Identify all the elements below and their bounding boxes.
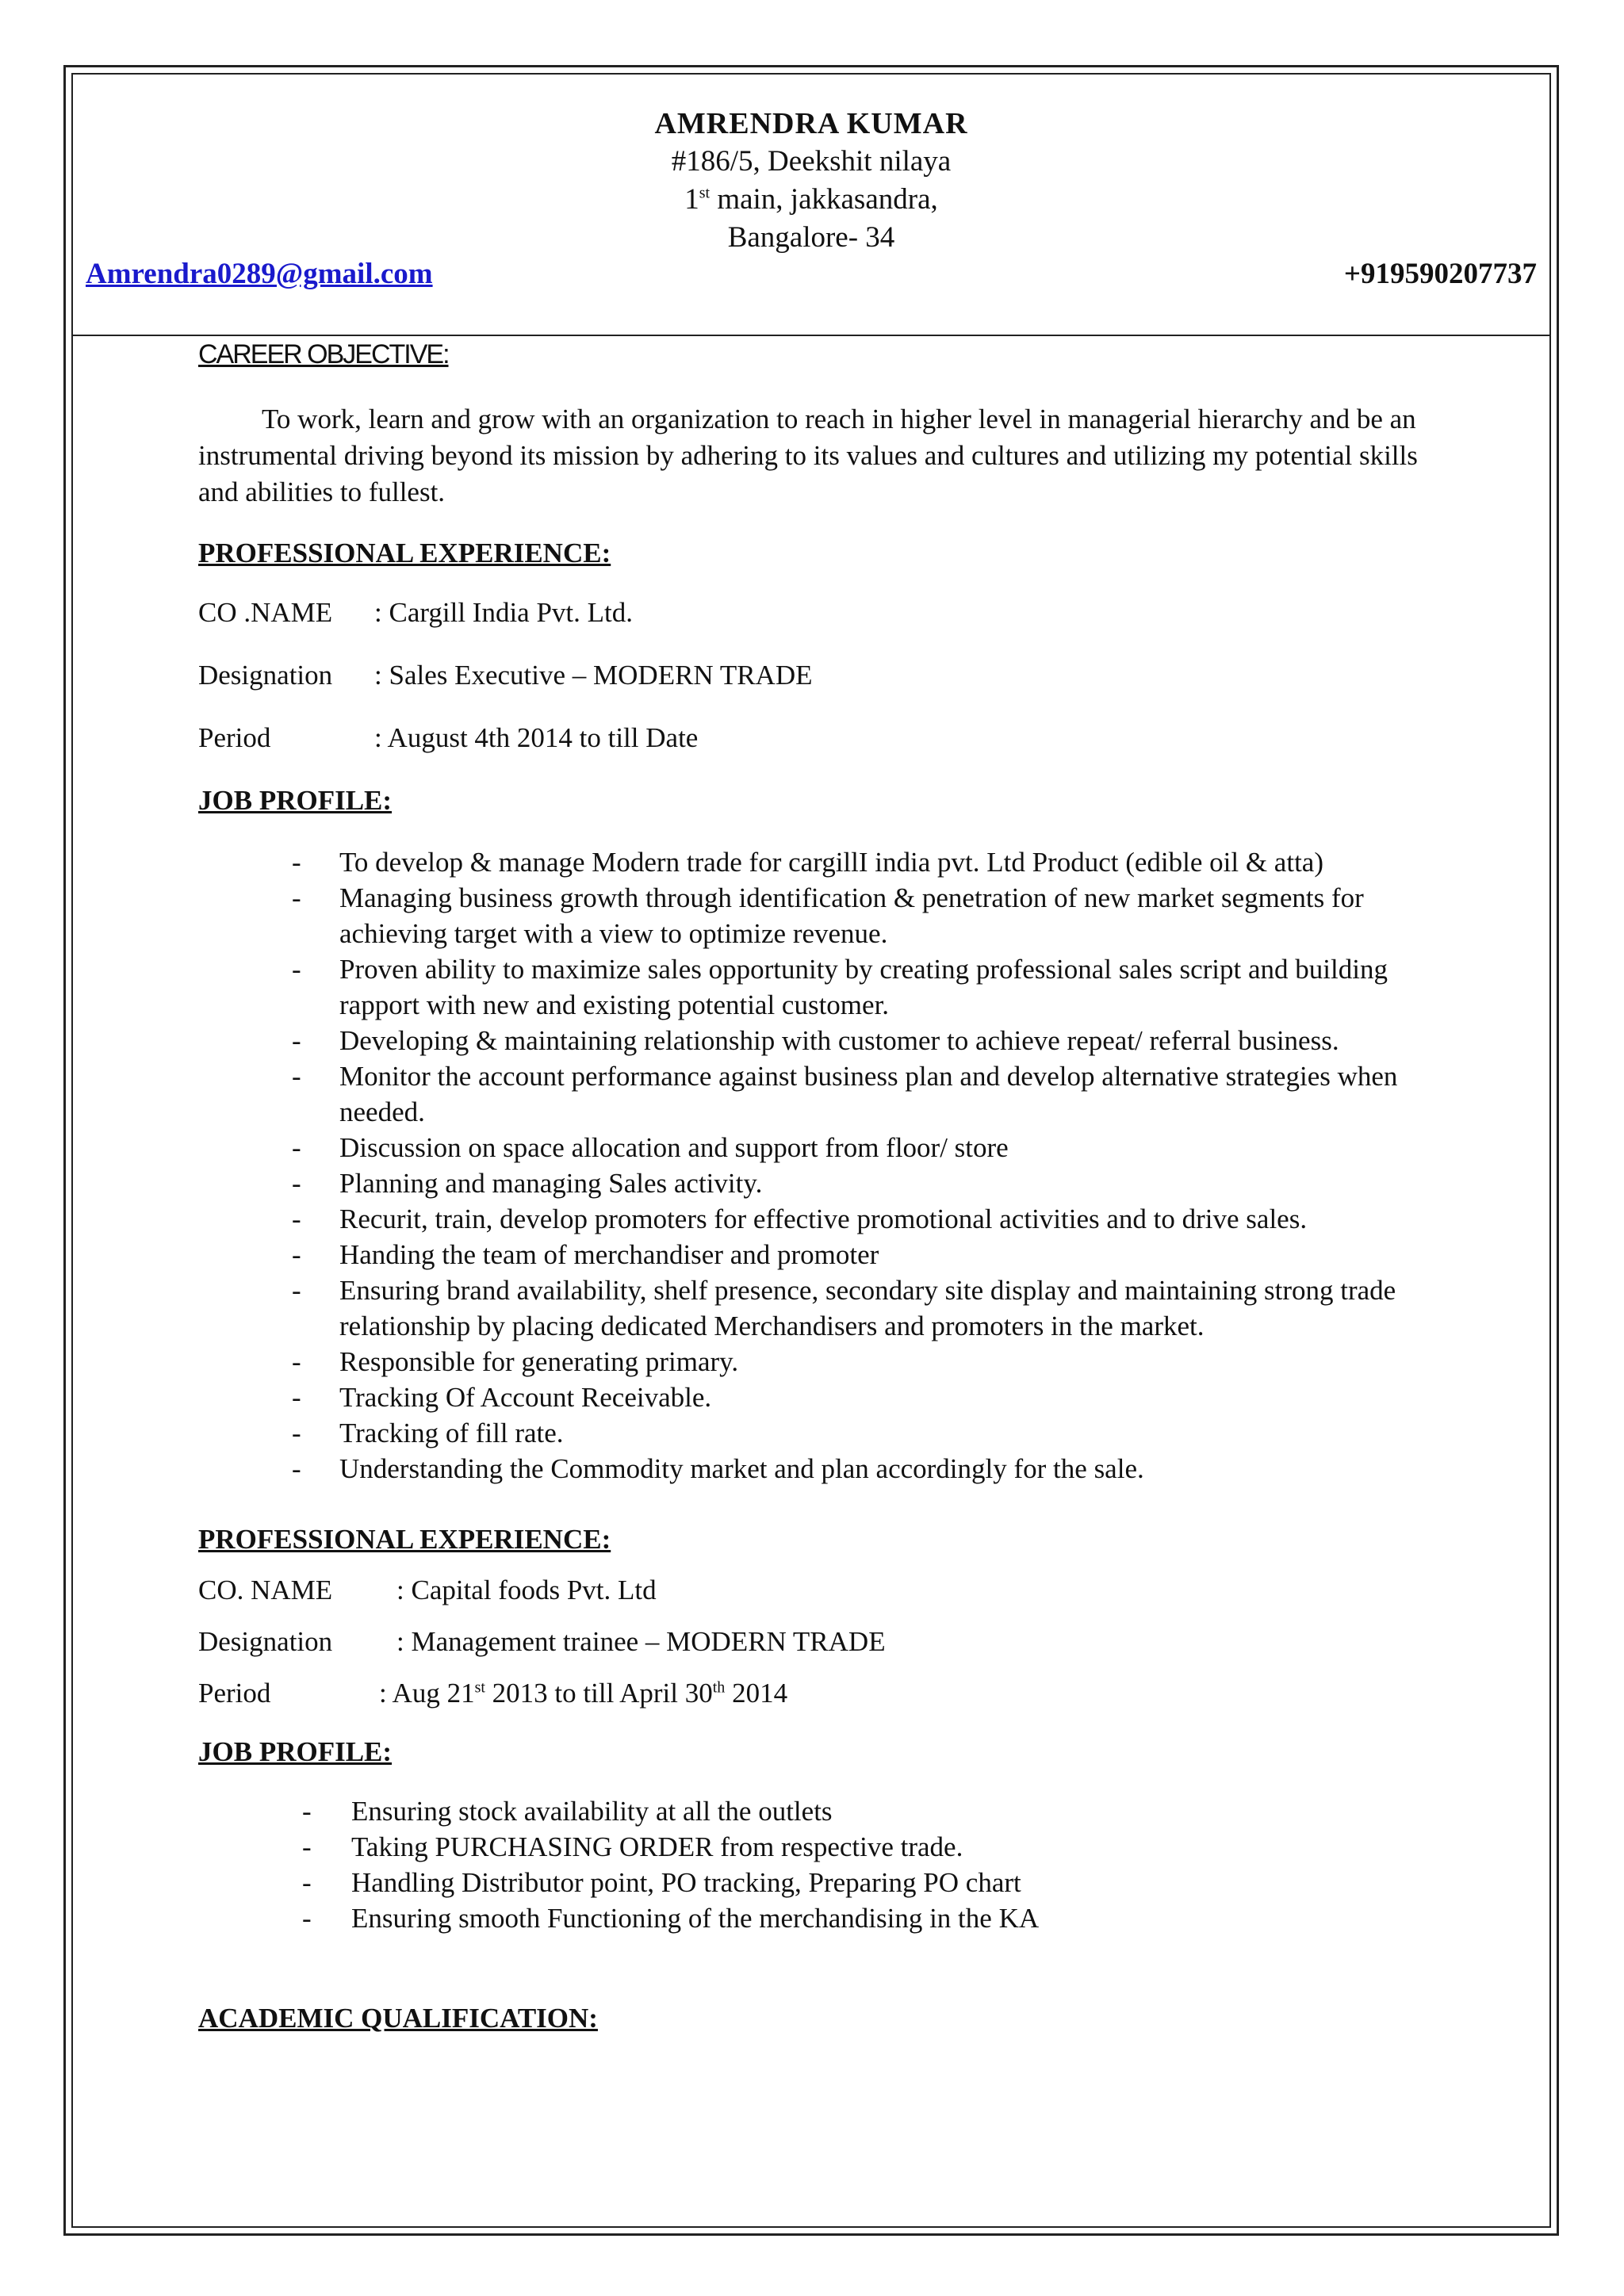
list-item-text: Ensuring brand availability, shelf presence, secondary site display and maintaining strong trade relationship by placing dedicated Merchandisers and promoters in the market. xyxy=(339,1275,1396,1341)
list-item xyxy=(292,1415,1442,1451)
company-value: : Capital foods Pvt. Ltd xyxy=(396,1575,657,1605)
list-item xyxy=(292,1237,1442,1272)
career-objective-text: To work, learn and grow with an organization to reach in higher level in managerial hierarchy and be an instrumental driving beyond its mission by adhering to its values and cultures and utilizing my potential skills and abilities to fullest. xyxy=(198,404,1418,507)
list-item xyxy=(292,844,1442,880)
header-divider xyxy=(71,335,1551,336)
address-line-1: #186/5, Deekshit nilaya xyxy=(671,145,952,178)
list-item xyxy=(292,1451,1442,1487)
list-item xyxy=(302,1829,1382,1865)
list-item-text: Recurit, train, develop promoters for effective promotional activities and to drive sales. xyxy=(339,1203,1308,1234)
academic-heading: ACADEMIC QUALIFICATION: xyxy=(198,2003,598,2034)
list-item xyxy=(292,1272,1442,1344)
list-item xyxy=(302,1900,1382,1936)
list-item-text: Understanding the Commodity market and plan accordingly for the sale. xyxy=(339,1453,1144,1484)
resume-header xyxy=(71,105,1551,257)
list-item-text: Tracking of fill rate. xyxy=(339,1418,564,1448)
email-link[interactable]: Amrendra0289@gmail.com xyxy=(86,258,433,290)
bullet-dash: - xyxy=(292,1025,301,1056)
bullet-dash: - xyxy=(292,1382,301,1413)
list-item-text: Discussion on space allocation and support from floor/ store xyxy=(339,1132,1009,1163)
phone-number: +919590207737 xyxy=(1343,258,1537,290)
company-label: CO. NAME xyxy=(198,1575,333,1605)
job-profile-list-2 xyxy=(302,1793,1382,1936)
job-profile-list-1 xyxy=(292,844,1442,1487)
designation-row-1 xyxy=(198,660,813,691)
list-item xyxy=(302,1865,1382,1900)
career-objective-heading: CAREER OBJECTIVE: xyxy=(198,339,449,369)
designation-value: : Sales Executive – MODERN TRADE xyxy=(374,660,813,691)
bullet-dash: - xyxy=(292,1346,301,1377)
bullet-dash: - xyxy=(302,1831,312,1862)
designation-label: Designation xyxy=(198,660,333,691)
bullet-dash: - xyxy=(292,1275,301,1306)
period-label: Period xyxy=(198,1678,271,1709)
list-item xyxy=(292,880,1442,951)
address-line-2: 1st main, jakkasandra, xyxy=(684,183,938,216)
period-value: : August 4th 2014 to till Date xyxy=(374,722,699,753)
experience-heading-2: PROFESSIONAL EXPERIENCE: xyxy=(198,1524,611,1555)
period-row-1 xyxy=(198,722,699,754)
bullet-dash: - xyxy=(302,1903,312,1934)
company-label: CO .NAME xyxy=(198,597,333,628)
list-item-text: Monitor the account performance against business plan and develop alternative strategies when needed. xyxy=(339,1061,1398,1127)
bullet-dash: - xyxy=(292,847,301,878)
list-item xyxy=(292,1380,1442,1415)
company-row-1 xyxy=(198,597,634,629)
period-value: : Aug 21st 2013 to till April 30th 2014 xyxy=(379,1678,788,1709)
list-item-text: Ensuring stock availability at all the outlets xyxy=(351,1796,833,1827)
list-item-text: Developing & maintaining relationship with customer to achieve repeat/ referral business. xyxy=(339,1025,1339,1056)
designation-label: Designation xyxy=(198,1626,333,1657)
period-label: Period xyxy=(198,722,271,753)
list-item xyxy=(292,951,1442,1023)
list-item-text: Tracking Of Account Receivable. xyxy=(339,1382,712,1413)
list-item xyxy=(302,1793,1382,1829)
list-item-text: Handing the team of merchandiser and promoter xyxy=(339,1239,879,1270)
list-item xyxy=(292,1165,1442,1201)
list-item-text: Planning and managing Sales activity. xyxy=(339,1168,763,1199)
bullet-dash: - xyxy=(292,1168,301,1199)
list-item-text: Handling Distributor point, PO tracking, Preparing PO chart xyxy=(351,1867,1021,1898)
list-item-text: Ensuring smooth Functioning of the merchandising in the KA xyxy=(351,1903,1040,1934)
bullet-dash: - xyxy=(292,882,301,913)
period-row-2 xyxy=(198,1678,788,1709)
list-item xyxy=(292,1058,1442,1130)
job-profile-heading-2: JOB PROFILE: xyxy=(198,1736,393,1767)
list-item-text: Managing business growth through identification & penetration of new market segments for achieving target with a view to optimize revenue. xyxy=(339,882,1364,949)
list-item xyxy=(292,1130,1442,1165)
bullet-dash: - xyxy=(292,1132,301,1163)
list-item-text: To develop & manage Modern trade for cargillI india pvt. Ltd Product (edible oil & atta) xyxy=(339,847,1323,878)
bullet-dash: - xyxy=(292,1203,301,1234)
list-item-text: Responsible for generating primary. xyxy=(339,1346,739,1377)
address-line-3: Bangalore- 34 xyxy=(727,221,895,254)
list-item-text: Taking PURCHASING ORDER from respective trade. xyxy=(351,1831,963,1862)
list-item xyxy=(292,1201,1442,1237)
candidate-name: AMRENDRA KUMAR xyxy=(654,107,968,140)
bullet-dash: - xyxy=(302,1867,312,1898)
bullet-dash: - xyxy=(292,1418,301,1448)
list-item xyxy=(292,1344,1442,1380)
experience-heading-1: PROFESSIONAL EXPERIENCE: xyxy=(198,538,611,568)
bullet-dash: - xyxy=(292,1453,301,1484)
bullet-dash: - xyxy=(292,1061,301,1092)
bullet-dash: - xyxy=(292,1239,301,1270)
designation-value: : Management trainee – MODERN TRADE xyxy=(396,1626,886,1657)
company-row-2 xyxy=(198,1575,657,1606)
bullet-dash: - xyxy=(302,1796,312,1827)
job-profile-heading-1: JOB PROFILE: xyxy=(198,785,393,816)
company-value: : Cargill India Pvt. Ltd. xyxy=(374,597,634,628)
list-item-text: Proven ability to maximize sales opportunity by creating professional sales script and building rapport with new and existing potential customer. xyxy=(339,954,1388,1020)
bullet-dash: - xyxy=(292,954,301,985)
designation-row-2 xyxy=(198,1626,886,1658)
list-item xyxy=(292,1023,1442,1058)
